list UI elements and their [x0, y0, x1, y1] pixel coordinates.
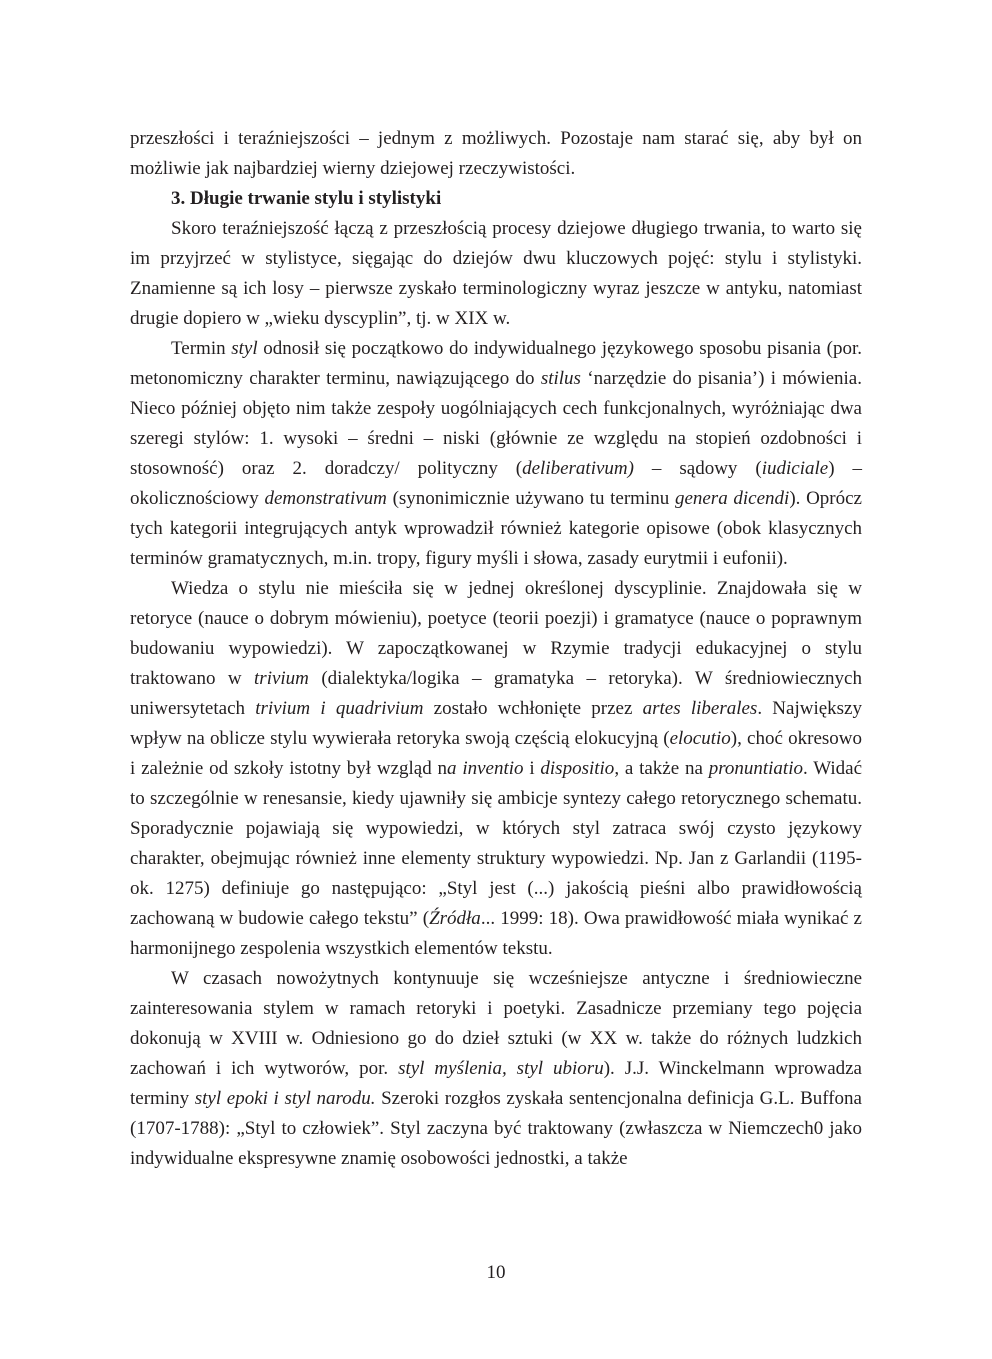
text-run: zostało wchłonięte przez: [423, 698, 643, 719]
text-run: ) – okolicznościowy: [130, 458, 862, 509]
section-heading: 3. Długie trwanie stylu i stylistyki: [171, 188, 442, 209]
italic-term: Źródła: [429, 908, 481, 929]
italic-term: styl epoki i styl narodu.: [194, 1088, 376, 1109]
text-run: odnosił się początkowo do indywidualnego językowego sposobu pisania (por. metonomiczny charakter terminu, nawiązującego do: [130, 338, 862, 389]
paragraph-1: Skoro teraźniejszość łączą z przeszłością procesy dziejowe długiego trwania, to warto się im przyjrzeć w stylistyce, sięgając do dziejów dwu kluczowych pojęć: stylu i stylistyki. Znamienne są ich losy – pierwsze zyskało terminologiczny wyraz jeszcze w antyku, natomiast drugie dopiero w „wieku dyscyplin”, tj. w XIX w.: [130, 218, 862, 329]
text-run: i: [523, 758, 541, 779]
paragraph-2: [130, 334, 862, 574]
italic-term: pronuntiatio: [708, 758, 803, 779]
text-run: ). Oprócz tych kategorii integrujących antyk wprowadził również kategorie opisowe (obok klasycznych terminów gramatycznych, m.in. tropy, figury myśli i słowa, zasady eurytmii i eufonii).: [130, 488, 862, 569]
paragraph-4: [130, 964, 862, 1174]
italic-term: genera dicendi: [674, 488, 790, 509]
text-run: Termin: [171, 338, 232, 359]
text-run: , a także na: [614, 758, 709, 779]
italic-term: demonstrativum: [264, 488, 387, 509]
text-run: ). J.J. Winckelmann wprowadza terminy: [130, 1058, 862, 1109]
italic-term: trivium: [254, 668, 309, 689]
intro-paragraph: przeszłości i teraźniejszości – jednym z możliwych. Pozostaje nam starać się, aby był on możliwie jak najbardziej wierny dziejowej rzeczywistości.: [130, 128, 862, 179]
text-run: – sądowy (: [633, 458, 762, 479]
italic-term: dispositio: [540, 758, 615, 779]
text-run: Wiedza o stylu nie mieściła się w jednej określonej dyscyplinie. Znajdowała się w retoryce (nauce o dobrym mówieniu), poetyce (teorii poezji) i gramatyce (nauce o poprawnym budowaniu wypowiedzi). W zapoczątkowanej w Rzymie tradycji edukacyjnej o stylu traktowano w: [130, 578, 862, 689]
text-run: Szeroki rozgłos zyskała sentencjonalna definicja G.L. Buffona (1707-1788): „Styl to człowiek”. Styl zaczyna być traktowany (zwłaszcza w Niemczech0 jako indywidualne ekspresywne znamię osobowości jednostki, a także: [130, 1088, 862, 1169]
italic-term: artes liberales: [642, 698, 758, 719]
text-run: ... 1999: 18). Owa prawidłowość miała wynikać z harmonijnego zespolenia wszystkich elementów tekstu.: [130, 908, 862, 959]
text-run: . Widać to szczególnie w renesansie, kiedy ujawniły się ambicje syntezy całego retorycznego schematu. Sporadycznie pojawiają się wypowiedzi, w których styl zatraca swój czysto językowy charakter, obejmując również inne elementy struktury wypowiedzi. Np. Jan z Garlandii (1195- ok. 1275) definiuje go następująco: „Styl jest (...) jakością pieśni albo prawidłowością zachowaną w budowie całego tekstu” (: [130, 758, 863, 929]
document-body: [130, 124, 862, 1174]
text-run: ), choć okresowo i zależnie od szkoły istotny był wzgląd n: [130, 728, 862, 779]
text-run: . Największy wpływ na oblicze stylu wywierała retoryka swoją częścią elokucyjną (: [130, 698, 862, 749]
paragraph-3: [130, 574, 862, 964]
page-number: 10: [486, 1262, 506, 1283]
italic-term: iudiciale: [761, 458, 829, 479]
italic-term: a inventio: [447, 758, 524, 779]
italic-term: elocutio: [669, 728, 731, 749]
italic-term: deliberativum): [522, 458, 634, 479]
italic-term: styl myślenia, styl ubioru: [398, 1058, 604, 1079]
text-run: ‘narzędzie do pisania’) i mówienia. Nieco później objęto nim także zespoły uogólniających cech funkcjonalnych, wyróżniając dwa szeregi stylów: 1. wysoki – średni – niski (głównie ze względu na stopień ozdobności i stosowność) oraz 2. doradczy/ polityczny (: [130, 368, 862, 479]
italic-term: styl: [231, 338, 258, 359]
italic-term: trivium i quadrivium: [255, 698, 424, 719]
italic-term: stilus: [540, 368, 581, 389]
text-run: (synonimicznie używano tu terminu: [386, 488, 675, 509]
text-run: W czasach nowożytnych kontynuuje się wcześniejsze antyczne i średniowieczne zainteresowania stylem w ramach retoryki i poetyki. Zasadnicze przemiany tego pojęcia dokonują w XVIII w. Odniesiono go do dzieł sztuki (w XX w. także do różnych ludzkich zachowań i ich wytworów, por.: [130, 968, 862, 1079]
text-run: (dialektyka/logika – gramatyka – retoryka). W średniowiecznych uniwersytetach: [130, 668, 862, 719]
